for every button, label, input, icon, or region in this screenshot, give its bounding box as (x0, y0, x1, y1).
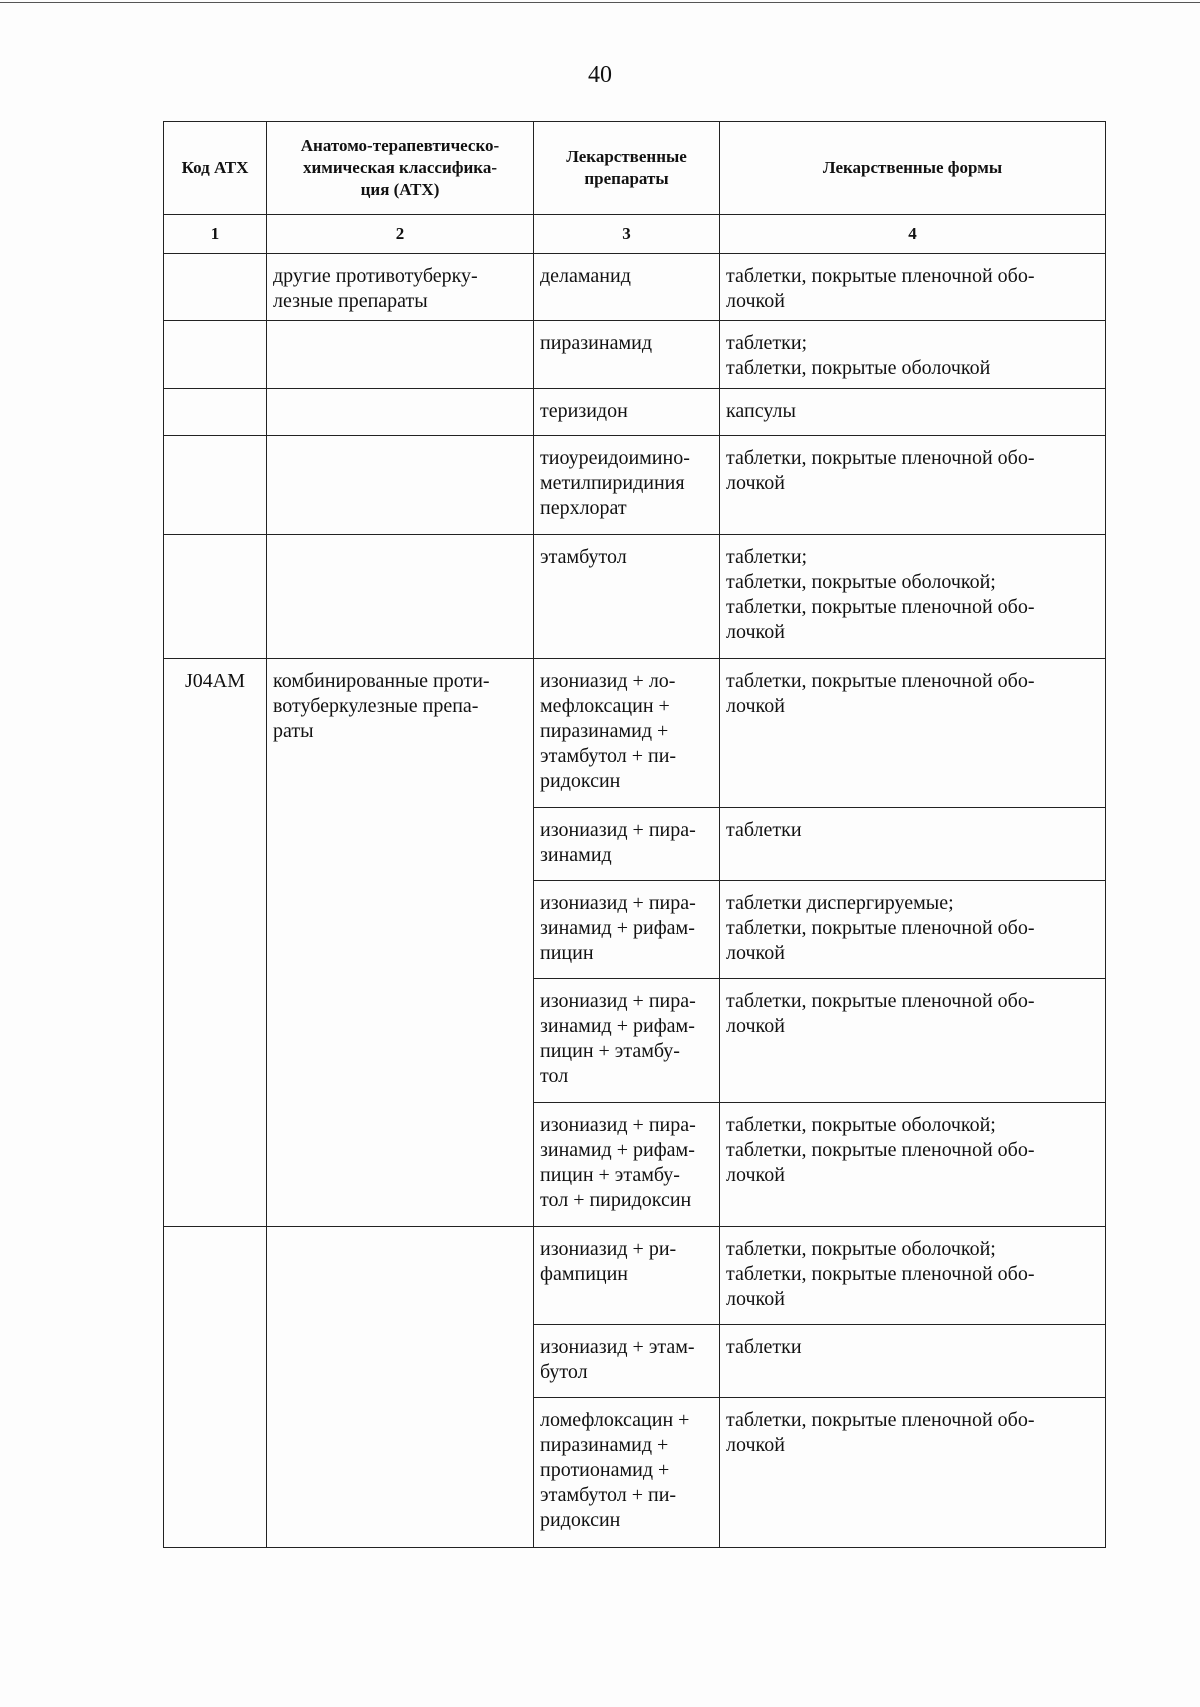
drug-cell: изониазид + этам- бутол (534, 1325, 720, 1398)
forms-cell: таблетки; таблетки, покрытые оболочкой (720, 321, 1106, 389)
forms-cell: таблетки; таблетки, покрытые оболочкой; таблетки, покрытые пленочной обо- лочкой (720, 535, 1106, 659)
drug-cell: изониазид + пира- зинамид + рифам- пицин (534, 881, 720, 979)
atc-code-cell (164, 1227, 267, 1548)
classification-cell: комбинированные проти- вотуберкулезные препа- раты (267, 659, 534, 1227)
forms-cell: таблетки, покрытые оболочкой; таблетки, покрытые пленочной обо- лочкой (720, 1103, 1106, 1227)
forms-cell: таблетки, покрытые пленочной обо- лочкой (720, 436, 1106, 535)
page-number: 40 (588, 62, 612, 88)
drug-cell: теризидон (534, 389, 720, 436)
column-number: 3 (534, 215, 720, 254)
column-number: 4 (720, 215, 1106, 254)
classification-cell (267, 389, 534, 436)
header-drugs: Лекарственные препараты (534, 122, 720, 215)
table-row (164, 1227, 1106, 1325)
column-number-row (164, 215, 1106, 254)
forms-cell: таблетки (720, 1325, 1106, 1398)
table-row (164, 321, 1106, 389)
drug-cell: деламанид (534, 254, 720, 321)
column-number: 1 (164, 215, 267, 254)
drug-cell: изониазид + пира- зинамид (534, 808, 720, 881)
header-code: Код АТХ (164, 122, 267, 215)
header-classification: Анатомо-терапевтическо- химическая классифика- ция (АТХ) (267, 122, 534, 215)
forms-cell: таблетки диспергируемые; таблетки, покрытые пленочной обо- лочкой (720, 881, 1106, 979)
header-forms: Лекарственные формы (720, 122, 1106, 215)
table-row (164, 389, 1106, 436)
atc-code-cell (164, 535, 267, 659)
classification-cell (267, 436, 534, 535)
forms-cell: таблетки, покрытые пленочной обо- лочкой (720, 254, 1106, 321)
drug-cell: тиоуреидоимино- метилпиридиния перхлорат (534, 436, 720, 535)
forms-cell: таблетки, покрытые оболочкой; таблетки, покрытые пленочной обо- лочкой (720, 1227, 1106, 1325)
drug-cell: изониазид + ло- мефлоксацин + пиразинамид + этамбутол + пи- ридоксин (534, 659, 720, 808)
atc-table (163, 121, 1106, 1548)
drug-cell: этамбутол (534, 535, 720, 659)
atc-code-cell (164, 389, 267, 436)
classification-cell (267, 535, 534, 659)
atc-code-cell (164, 254, 267, 321)
classification-cell (267, 1227, 534, 1548)
atc-code-cell (164, 321, 267, 389)
drug-cell: изониазид + пира- зинамид + рифам- пицин + этамбу- тол (534, 979, 720, 1103)
classification-cell: другие противотуберку- лезные препараты (267, 254, 534, 321)
atc-code-cell (164, 436, 267, 535)
classification-cell (267, 321, 534, 389)
header-row (164, 122, 1106, 215)
forms-cell: таблетки, покрытые пленочной обо- лочкой (720, 979, 1106, 1103)
atc-code-cell: J04AM (164, 659, 267, 1227)
drug-cell: изониазид + пира- зинамид + рифам- пицин + этамбу- тол + пиридоксин (534, 1103, 720, 1227)
table-row (164, 535, 1106, 659)
forms-cell: таблетки, покрытые пленочной обо- лочкой (720, 1398, 1106, 1548)
scan-edge-line (0, 2, 1200, 3)
forms-cell: таблетки (720, 808, 1106, 881)
column-number: 2 (267, 215, 534, 254)
drug-cell: изониазид + ри- фампицин (534, 1227, 720, 1325)
table-row (164, 436, 1106, 535)
table-row (164, 659, 1106, 808)
drug-cell: ломефлоксацин + пиразинамид + протионамид + этамбутол + пи- ридоксин (534, 1398, 720, 1548)
drug-cell: пиразинамид (534, 321, 720, 389)
forms-cell: капсулы (720, 389, 1106, 436)
forms-cell: таблетки, покрытые пленочной обо- лочкой (720, 659, 1106, 808)
table-row (164, 254, 1106, 321)
